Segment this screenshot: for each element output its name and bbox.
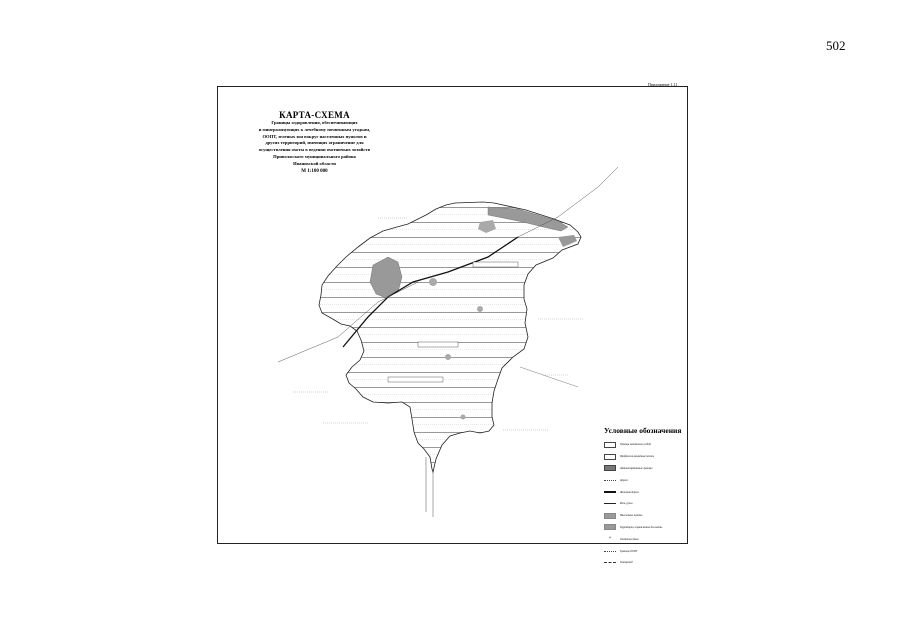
restricted-area	[445, 354, 451, 360]
legend-item	[604, 533, 686, 545]
legend-label: Охотничьи базы	[620, 537, 639, 541]
legend-label: Административные границы	[620, 466, 653, 470]
hunting-area-label	[388, 377, 443, 382]
map-subtitle-line: осуществления охоты в ведении охотничьих хозяйств	[258, 147, 371, 153]
box-filled-icon	[604, 465, 616, 471]
legend-item	[604, 545, 686, 557]
legend-label: Реки, ручьи	[620, 502, 633, 506]
legend-label: Границы ООПТ	[620, 549, 638, 553]
legend-item	[604, 439, 686, 451]
legend-item	[604, 510, 686, 522]
legend-label: Газопровод	[620, 561, 633, 565]
hunting-area-label	[473, 262, 518, 267]
map-subtitle-line: Ивановской области	[293, 160, 336, 166]
page-number: 502	[826, 38, 846, 53]
dotted-line-icon	[604, 551, 616, 552]
restricted-area	[429, 278, 437, 286]
legend-item	[604, 557, 686, 569]
restricted-area	[477, 306, 483, 312]
map-subtitle-line: и минерализующих к лечебному почвенным угодьям,	[258, 126, 371, 132]
legend-item	[604, 486, 686, 498]
thick-line-icon	[604, 491, 616, 493]
legend-label: Граница охотничьих угодий	[620, 443, 651, 447]
map-subtitle-line: Границы оздоровления, обеспечивающих	[271, 120, 358, 125]
legend-title: Условные обозначения	[604, 426, 682, 435]
box-outline-icon	[604, 454, 616, 460]
legend-item	[604, 451, 686, 463]
legend-label: Населенные пункты	[620, 514, 643, 518]
legend-label: Железная дорога	[620, 490, 639, 494]
legend-item	[604, 522, 686, 534]
road	[520, 367, 578, 387]
map-subtitle-line: других территорий, имеющих ограничение для	[265, 140, 364, 146]
gray-fill-icon	[604, 524, 616, 530]
map-legend	[604, 426, 686, 569]
map-subtitle-line: Приволжского муниципального района	[273, 153, 356, 159]
legend-item	[604, 463, 686, 475]
box-outline-icon	[604, 442, 616, 448]
cross-icon: +	[608, 536, 612, 542]
district-boundary	[319, 202, 581, 472]
gray-fill-icon	[604, 513, 616, 519]
hunting-area-label	[418, 342, 458, 347]
legend-item	[604, 498, 686, 510]
dashed-line-icon	[604, 562, 616, 563]
legend-item	[604, 474, 686, 486]
line-icon	[604, 503, 616, 504]
map-scale: М 1:100 000	[301, 168, 328, 174]
map-frame	[217, 82, 688, 565]
appendix-label: Приложение 1.11	[648, 82, 678, 87]
restricted-area	[461, 415, 466, 420]
map-subtitle-line: ООПТ, зеленых зон вокруг населенных пунктов и	[262, 133, 367, 139]
legend-label: Территории, ограниченные для охоты	[620, 525, 663, 529]
dotted-line-icon	[604, 480, 616, 481]
legend-label: Дороги	[620, 478, 628, 482]
map-title: КАРТА-СХЕМА	[279, 110, 350, 120]
legend-label: Прибрежно-защитные полосы	[620, 455, 655, 459]
